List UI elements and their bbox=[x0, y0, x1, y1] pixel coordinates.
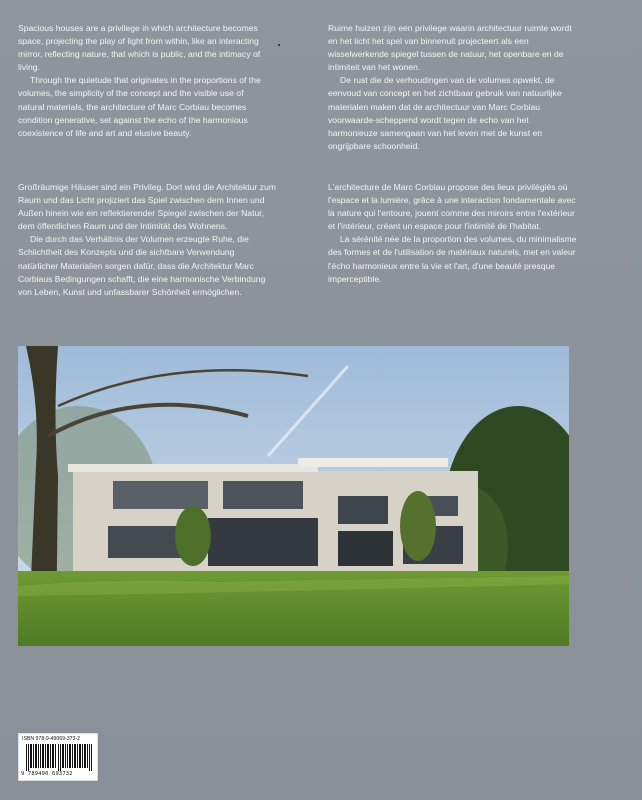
roof-canopy-right bbox=[298, 458, 448, 467]
barcode-bars bbox=[26, 744, 92, 771]
fr-paragraph-2: La sérénité née de la proportion des volumes, du minimalisme des formes et de l'utilisation de matériaux naturels, met en valeur l'écho harmonieux entre la vie et l'art, d'une beauté presque imperceptible. bbox=[328, 234, 577, 284]
house-photograph bbox=[18, 346, 569, 646]
en-paragraph-2: Through the quietude that originates in the proportions of the volumes, the simplicity of the concept and the visible use of natural materials, the architecture of Marc Corbiau becomes condition generative, set against the echo of the harmonious coexistence of life and art and elusive beauty. bbox=[18, 75, 261, 138]
de-paragraph-1: Großräumige Häuser sind ein Privileg. Dort wird die Architektur zum Raum und das Licht projiziert das Spiel zwischen dem Innen und Außen hinein wie ein reflektierender Spiegel zwischen der Natur, dem öffentlichen Raum und der Intimität des Wohnens. bbox=[18, 182, 276, 232]
upper-window-center bbox=[223, 481, 303, 509]
house-photo-illustration bbox=[18, 346, 569, 646]
roof-canopy-left bbox=[68, 464, 318, 472]
fr-paragraph-1: L'architecture de Marc Corbiau propose des lieux privilégiés où l'espace et la lumière, grâce à une interaction fondamentale avec la nature qui l'entoure, jouent comme des miroirs entre l'extérieur et l'intérieur, créant un espace pour l'intimité de l'habitat. bbox=[328, 182, 576, 232]
text-french bbox=[328, 181, 578, 286]
upper-window-left bbox=[113, 481, 208, 509]
lower-glazing-center bbox=[208, 518, 318, 566]
en-paragraph-1: Spacious houses are a privilege in which architecture becomes space, projecting the play of light from within, like an interacting mirror, reflecting nature, that which is public, and the intimacy of living. bbox=[18, 23, 261, 73]
upper-window-right bbox=[338, 496, 388, 524]
small-tree bbox=[400, 491, 436, 561]
lower-window-right bbox=[338, 531, 393, 566]
print-speck bbox=[278, 44, 280, 46]
garden-tree bbox=[175, 506, 211, 566]
text-english bbox=[18, 22, 268, 140]
isbn-label: ISBN 978-9-49069-373-2 bbox=[22, 736, 80, 742]
isbn-barcode bbox=[18, 733, 98, 781]
nl-paragraph-2: De rust die de verhoudingen van de volumes opwekt, de eenvoud van concept en het zichtbaar gebruik van natuurlijke materialen maken dat de architectuur van Marc Corbiau voorwaarde-scheppend wordt tegen de echo van het harmonieuze samengaan van het leven met de kunst en ongrijpbare schoonheid. bbox=[328, 75, 562, 151]
de-paragraph-2: Die durch das Verhältnis der Volumen erzeugte Ruhe, die Schlichtheit des Konzepts und die sichtbare Verwendung natürlicher Materialien sorgen dafür, dass die Architektur Marc Corbiaus Bedingungen schafft, die eine harmonische Verbindung von Leben, Kunst und unfassbarer Schönheit ermöglichen. bbox=[18, 234, 266, 297]
nl-paragraph-1: Ruime huizen zijn een privilege waarin architectuur ruimte wordt en het licht het spel van binnenuit projecteert als een wisselwerkende spiegel tussen de natuur, het openbare en de intimiteit van het wonen. bbox=[328, 23, 572, 73]
text-dutch bbox=[328, 22, 578, 153]
text-german bbox=[18, 181, 276, 299]
barcode-number: 9 789490 693732 bbox=[21, 771, 73, 777]
